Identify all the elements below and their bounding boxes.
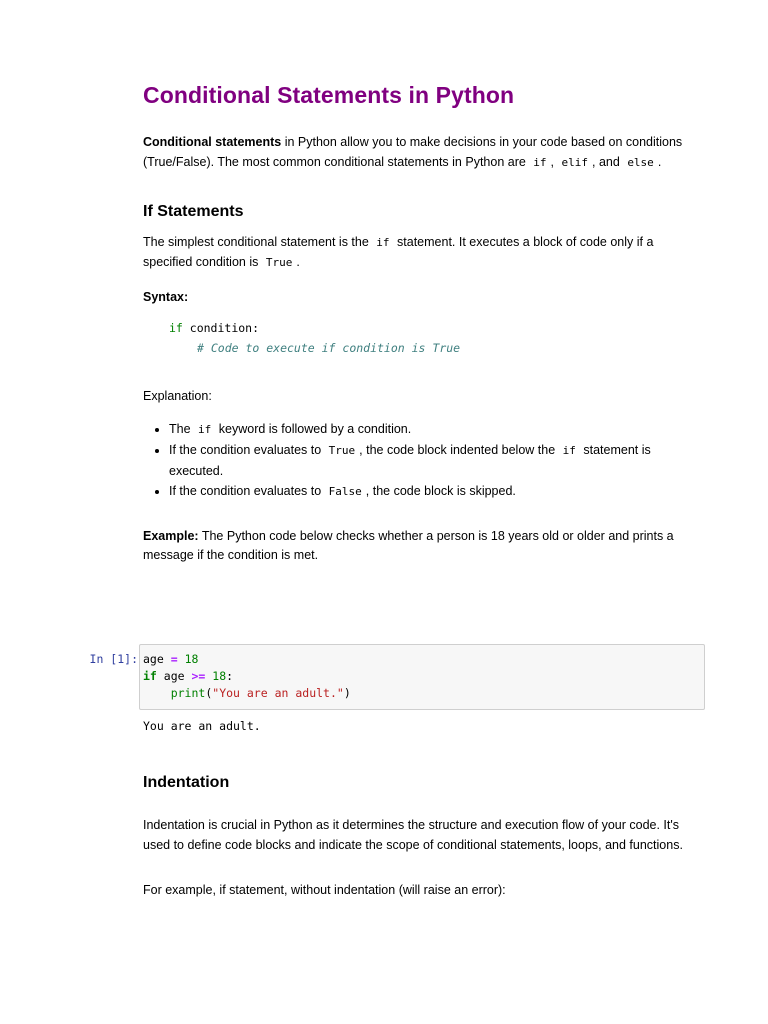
inline-code-false: False [328,484,362,498]
inline-code-if: if [376,236,390,249]
inline-code-elif: elif [561,155,589,169]
code-token: age [156,669,192,683]
explanation-list [143,419,703,502]
syntax-block [143,318,703,358]
code-token: : [226,669,234,683]
if-para-text2: statement. It executes a block of code only if a specified condition is [143,235,654,269]
if-paragraph [143,233,703,272]
explanation-label: Explanation: [143,389,212,403]
inline-code-if: if [198,422,212,436]
inline-code-if: if [562,443,576,457]
example-text: The Python code below checks whether a person is 18 years old or older and prints a message if the condition is met. [143,528,674,562]
inline-code-true: True [328,443,356,457]
intro-paragraph [143,133,703,172]
syntax-label: Syntax: [143,290,189,304]
intro-bold: Conditional statements [143,135,282,149]
bullet-text: The [169,421,191,436]
syntax-line-1 [169,318,703,338]
code-token: "You are an adult." [212,686,344,700]
code-token: ( [205,686,213,700]
page-title: Conditional Statements in Python [143,82,515,108]
inline-code-if: if [533,155,547,169]
markdown-content-2 [143,772,703,901]
code-line-3 [143,685,351,702]
code-token [143,686,171,700]
indentation-paragraph: Indentation is crucial in Python as it determines the structure and execution flow of your code. It's used to define code blocks and indicate the scope of conditional statements, loops, and functions. [143,818,683,852]
cell-output: You are an adult. [143,719,261,733]
code-token: 18 [177,652,199,666]
list-item [169,440,703,481]
code-token: print [170,686,206,700]
intro-text: in Python allow you to make decisions in your code based on conditions (True/False). The most common conditional statements in Python are [143,135,683,169]
code-token: ) [343,686,351,700]
code-editor[interactable] [143,651,351,702]
inline-code-true: True [265,255,293,269]
indentation-example-paragraph: For example, if statement, without indentation (will raise an error): [143,883,506,897]
list-item [169,481,703,502]
bullet-text: If the condition evaluates to [169,483,322,498]
markdown-content [143,78,703,566]
code-token: >= [191,669,206,683]
if-para-text1: The simplest conditional statement is the [143,235,369,249]
bullet-text: , the code block is skipped. [365,483,516,498]
example-paragraph [143,527,703,566]
bullet-text: keyword is followed by a condition. [218,421,412,436]
intro-sep2: , and [592,154,620,169]
code-line-1 [143,651,351,668]
cell-prompt: In [1]: [89,652,138,666]
intro-end: . [657,154,662,169]
list-item [169,419,703,440]
code-token: 18 [205,669,227,683]
syntax-condition: condition: [182,321,260,335]
intro-sep1: , [550,154,555,169]
example-label: Example: [143,528,199,543]
code-cell[interactable] [80,644,706,712]
inline-code-else: else [627,155,654,169]
syntax-keyword: if [169,321,183,335]
code-token: if [143,669,157,683]
heading-if-statements: If Statements [143,203,244,220]
heading-indentation: Indentation [143,774,230,791]
bullet-text: If the condition evaluates to [169,442,322,457]
code-input-area[interactable] [139,644,705,710]
code-token: age [143,652,171,666]
bullet-text: statement is executed. [169,442,651,478]
bullet-text: , the code block indented below the [359,442,556,457]
syntax-line-2 [169,338,703,358]
code-token: = [170,652,178,666]
if-para-end: . [296,254,300,269]
code-line-2 [143,668,351,685]
syntax-comment: # Code to execute if condition is True [197,341,461,355]
